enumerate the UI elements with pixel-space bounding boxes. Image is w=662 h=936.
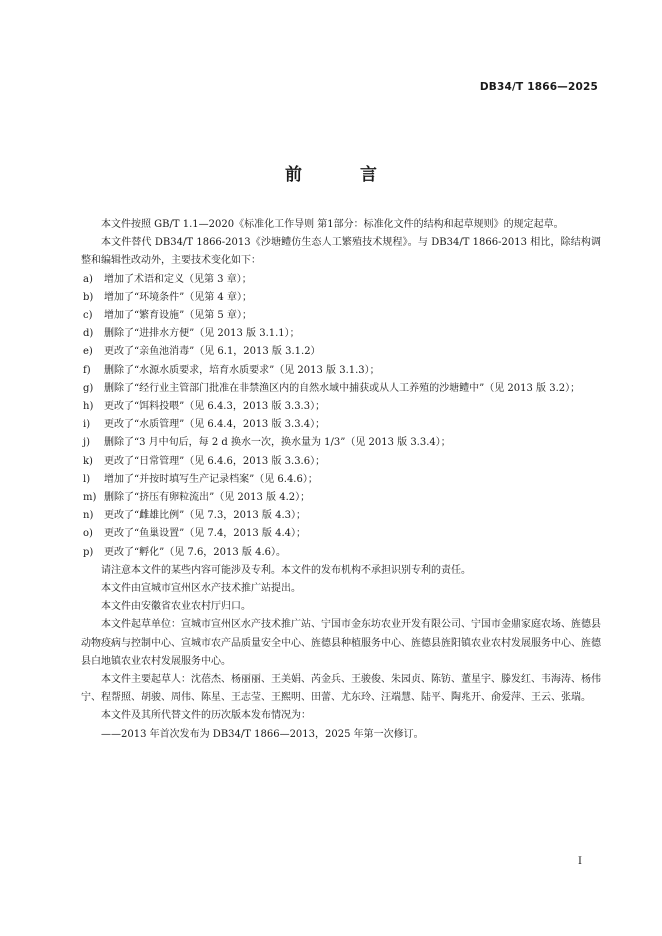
list-item-label: g) [83,382,94,394]
list-item-label: b) [83,291,94,303]
list-item-text: 删除了“挤压有卵粒流出”（见 2013 版 4.2）； [104,492,311,504]
foreword-body [81,216,601,744]
paragraph-drafting-rule: 本文件按照 GB/T 1.1—2020《标准化工作导则 第1部分：标准化文件的结构和起草规则》的规定起草。 [101,219,564,230]
list-item [81,489,601,507]
list-item-text: 增加了“并按时填写生产记录档案”（见 6.4.6）； [104,473,318,485]
list-item-label: m) [83,492,97,504]
list-item [81,271,601,289]
list-item-label: d) [83,328,94,340]
list-item-label: f) [83,364,91,376]
list-item-label: i) [83,419,91,431]
changes-list [81,271,601,562]
list-item [81,544,601,562]
list-item-label: a) [83,273,93,285]
list-item [81,416,601,434]
list-item [81,325,601,343]
list-item-label: h) [83,401,94,413]
list-item-text: 增加了术语和定义（见第 3 章）； [104,273,252,285]
list-item-text: 更改了“鱼巢设置”（见 7.4，2013 版 4.4）； [104,528,307,540]
list-item-text: 删除了“进排水方便”（见 2013 版 3.1.1）； [104,328,300,340]
list-item [81,525,601,543]
paragraph-centralized-by: 本文件由安徽省农业农村厅归口。 [101,601,251,613]
paragraph-drafters: 本文件主要起草人：沈蓓杰、杨丽丽、王美娟、芮金兵、王骏俊、朱园贞、陈钫、董星宇、滕发红、韦海涛、杨伟宁、程帮照、胡骏、周伟、陈星、王志莹、王熙明、田蕾、尤东玲、汪端慧、陆平、陶兆开、俞爱萍、王云、张瑞。 [81,674,601,704]
list-item-text: 删除了“3 月中旬后，每 2 d 换水一次，换水量为 1/3”（见 2013 版 3.3.4）； [104,437,451,449]
document-code: DB34/T 1866—2025 [479,81,598,93]
list-item-label: o) [83,528,93,540]
list-item [81,343,601,361]
list-item-label: l) [83,473,91,485]
list-item-text: 更改了“亲鱼池消毒”（见 6.1，2013 版 3.1.2） [104,346,321,358]
list-item-text: 更改了“水质管理”（见 6.4.4，2013 版 3.3.4）； [104,419,326,431]
paragraph-replacement: 本文件替代 DB34/T 1866-2013《沙塘鳢仿生态人工繁殖技术规程》。与 DB34/T 1866-2013 相比，除结构调整和编辑性改动外，主要技术变化如下： [81,237,601,267]
list-item-text: 删除了“经行业主管部门批准在非禁渔区内的自然水域中捕获或从人工养殖的沙塘鳢中”（见 2013 版 3.2）； [104,382,581,394]
list-item-label: k) [83,455,93,467]
list-item-text: 删除了“水源水质要求，培育水质要求”（见 2013 版 3.1.3）； [104,364,380,376]
list-item-text: 更改了“日常管理”（见 6.4.6，2013 版 3.3.6）； [104,455,326,467]
list-item-text: 更改了“雌雄比例”（见 7.3，2013 版 4.3）； [104,510,307,522]
list-item [81,362,601,380]
list-item [81,434,601,452]
list-item-text: 更改了“孵化”（见 7.6，2013 版 4.6）。 [104,546,287,558]
list-item-label: j) [83,437,91,449]
list-item-label: n) [83,510,94,522]
list-item-text: 更改了“饵料投喂”（见 6.4.3，2013 版 3.3.3）； [104,401,326,413]
paragraph-patent-notice: 请注意本文件的某些内容可能涉及专利。本文件的发布机构不承担识别专利的责任。 [101,564,471,576]
list-item [81,380,601,398]
list-item [81,507,601,525]
paragraph-version-history: 本文件及其所代替文件的历次版本发布情况为： [101,710,311,722]
paragraph-drafting-units: 本文件起草单位：宣城市宣州区水产技术推广站、宁国市金东坊农业开发有限公司、宁国市金鼎家庭农场、旌德县动物疫病与控制中心、宣城市农产品质量安全中心、旌德县种植服务中心、旌德县旌阳镇农业农村发展服务中心、旌德县白地镇农业农村发展服务中心。 [81,619,601,667]
list-item-label: p) [83,546,94,558]
list-item-text: 增加了“环境条件”（见第 4 章）； [104,291,252,303]
list-item [81,471,601,489]
list-item-text: 增加了“繁育设施”（见第 5 章）； [104,310,252,322]
list-item [81,453,601,471]
list-item-label: e) [83,346,93,358]
paragraph-revision-note: ——2013 年首次发布为 DB34/T 1866—2013，2025 年第一次修订。 [101,728,424,740]
page-number: I [578,856,582,867]
list-item [81,307,601,325]
list-item-label: c) [83,310,93,322]
list-item [81,289,601,307]
page-title: 前 言 [285,165,403,185]
list-item [81,398,601,416]
paragraph-proposed-by: 本文件由宣城市宣州区水产技术推广站提出。 [101,583,301,595]
